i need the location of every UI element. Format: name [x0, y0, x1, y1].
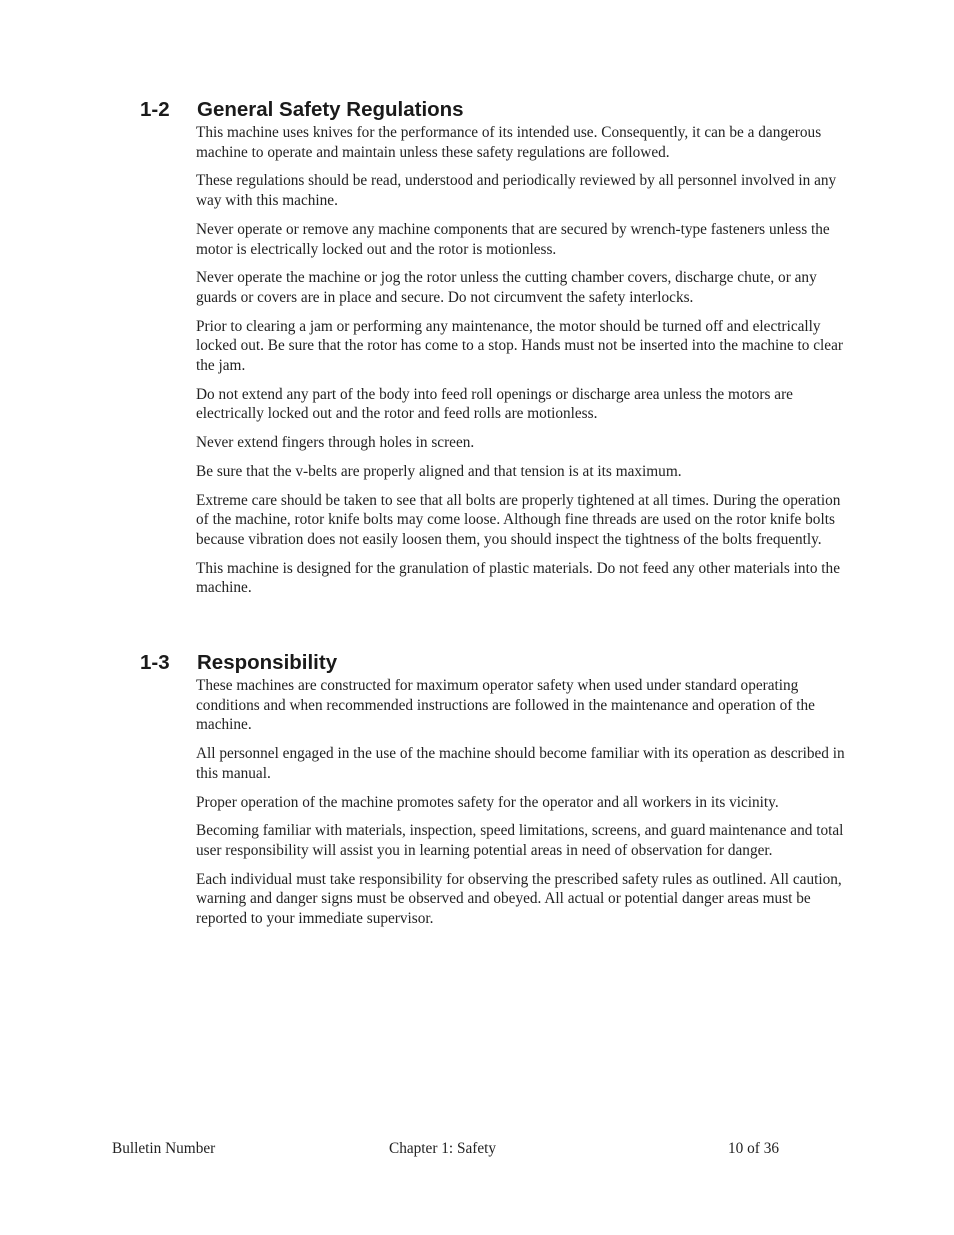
paragraph: These regulations should be read, understood and periodically reviewed by all personnel involved in any way with this machine. — [196, 172, 837, 210]
footer-chapter: Chapter 1: Safety — [389, 1140, 497, 1157]
paragraph: This machine uses knives for the performance of its intended use. Consequently, it can be a dangerous machine to operate and maintain unless these safety regulations are followed. — [196, 124, 822, 161]
section-body — [196, 676, 845, 929]
section-title: Responsibility — [197, 651, 338, 674]
page-footer — [0, 1139, 954, 1159]
section-general-safety-regulations — [140, 97, 845, 607]
section-number: 1-2 — [140, 98, 170, 121]
paragraph: Never operate the machine or jog the rotor unless the cutting chamber covers, discharge chute, or any guards or covers are in place and secure. Do not circumvent the safety interlocks. — [196, 269, 817, 306]
paragraph: Do not extend any part of the body into feed roll openings or discharge area unless the motors are electrically locked out and the rotor and feed rolls are motionless. — [196, 385, 793, 423]
paragraph: These machines are constructed for maximum operator safety when used under standard operating conditions and when recommended instructions are followed in the maintenance and operation of the machine. — [196, 677, 815, 734]
paragraph: Becoming familiar with materials, inspection, speed limitations, screens, and guard maintenance and total user responsibility will assist you in learning potential areas in need of observation for danger. — [196, 822, 844, 859]
section-responsibility — [140, 650, 845, 938]
section-heading — [140, 97, 845, 123]
paragraph: This machine is designed for the granulation of plastic materials. Do not feed any other materials into the machine. — [196, 559, 840, 597]
section-title: General Safety Regulations — [197, 98, 464, 121]
paragraph: Be sure that the v-belts are properly aligned and that tension is at its maximum. — [196, 462, 682, 480]
paragraph: All personnel engaged in the use of the machine should become familiar with its operation as described in this manual. — [196, 745, 845, 782]
paragraph: Proper operation of the machine promotes safety for the operator and all workers in its vicinity. — [196, 793, 779, 811]
section-heading — [140, 650, 845, 676]
paragraph: Prior to clearing a jam or performing any maintenance, the motor should be turned off and electrically locked out. Be sure that the rotor has come to a stop. Hands must not be inserted into the machine to clear the jam. — [196, 317, 843, 375]
section-body — [196, 123, 845, 598]
footer-bulletin-number: Bulletin Number — [112, 1140, 216, 1157]
section-number: 1-3 — [140, 651, 170, 674]
footer-page-number: 10 of 36 — [728, 1140, 779, 1157]
paragraph: Never operate or remove any machine components that are secured by wrench-type fasteners unless the motor is electrically locked out and the rotor is motionless. — [196, 220, 830, 258]
paragraph: Never extend fingers through holes in screen. — [196, 434, 475, 452]
paragraph: Each individual must take responsibility for observing the prescribed safety rules as outlined. All caution, warning and danger signs must be observed and obeyed. All actual or potential danger areas must be reported to your immediate supervisor. — [196, 870, 842, 928]
paragraph: Extreme care should be taken to see that all bolts are properly tightened at all times. During the operation of the machine, rotor knife bolts may come loose. Although fine threads are used on the rotor knife bolts because vibration does not easily loosen them, you should inspect the tightness of the bolts frequently. — [196, 491, 841, 548]
